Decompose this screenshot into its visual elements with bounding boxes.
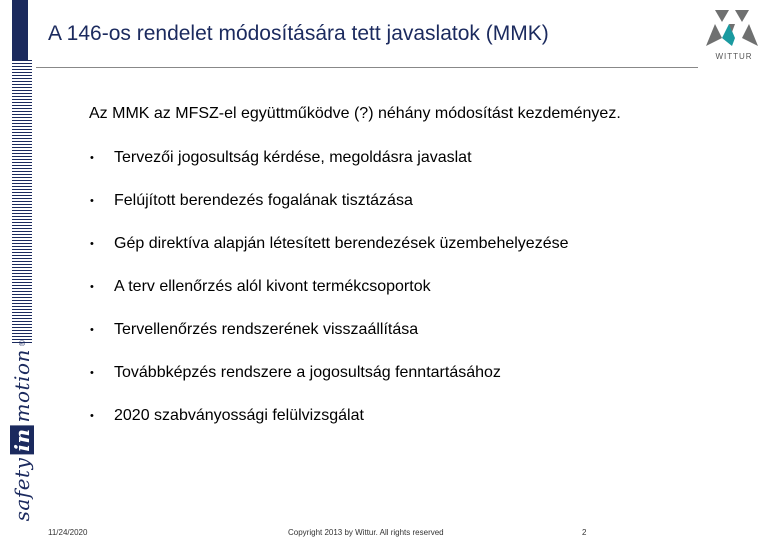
registered-mark: ® (17, 338, 27, 348)
list-item (89, 148, 569, 191)
slide-title: A 146-os rendelet módosítására tett javaslatok (MMK) (48, 22, 549, 45)
list-item (89, 234, 569, 277)
list-item (89, 191, 569, 234)
bullet-text: Tervellenőrzés rendszerének visszaállítása (114, 321, 419, 338)
bullet-marker: • (90, 324, 94, 336)
bullet-text: Felújított berendezés fogalának tisztázása (114, 192, 413, 209)
bullet-marker: • (90, 410, 94, 422)
brand-accent-block (12, 0, 28, 60)
tagline-safety: safety (10, 457, 34, 522)
title-divider (36, 67, 698, 68)
bullet-text: A terv ellenőrzés alól kivont termékcsoportok (114, 278, 431, 295)
bullet-list (89, 148, 569, 449)
bullet-marker: • (90, 281, 94, 293)
barcode-stripes (12, 60, 32, 345)
tagline-in: in (10, 425, 34, 454)
list-item (89, 320, 569, 363)
bullet-text: Továbbképzés rendszere a jogosultság fenntartásához (114, 364, 501, 381)
bullet-marker: • (90, 367, 94, 379)
page-number: 2 (582, 528, 587, 537)
tagline-motion: motion (10, 349, 34, 423)
list-item (89, 406, 569, 449)
bullet-text: Gép direktíva alapján létesített berendezések üzembehelyezése (114, 235, 569, 252)
bullet-marker: • (90, 152, 94, 164)
bullet-text: Tervezői jogosultság kérdése, megoldásra javaslat (114, 149, 472, 166)
list-item (89, 277, 569, 320)
intro-text: Az MMK az MFSZ-el együttműködve (?) néhány módosítást kezdeményez. (89, 105, 621, 122)
logo-wordmark: WITTUR (715, 52, 753, 61)
bullet-marker: • (90, 238, 94, 250)
footer-copyright: Copyright 2013 by Wittur. All rights reserved (288, 528, 444, 537)
brand-tagline (10, 339, 34, 522)
bullet-text: 2020 szabványossági felülvizsgálat (114, 407, 364, 424)
bullet-marker: • (90, 195, 94, 207)
list-item (89, 363, 569, 406)
footer-date: 11/24/2020 (48, 528, 88, 537)
